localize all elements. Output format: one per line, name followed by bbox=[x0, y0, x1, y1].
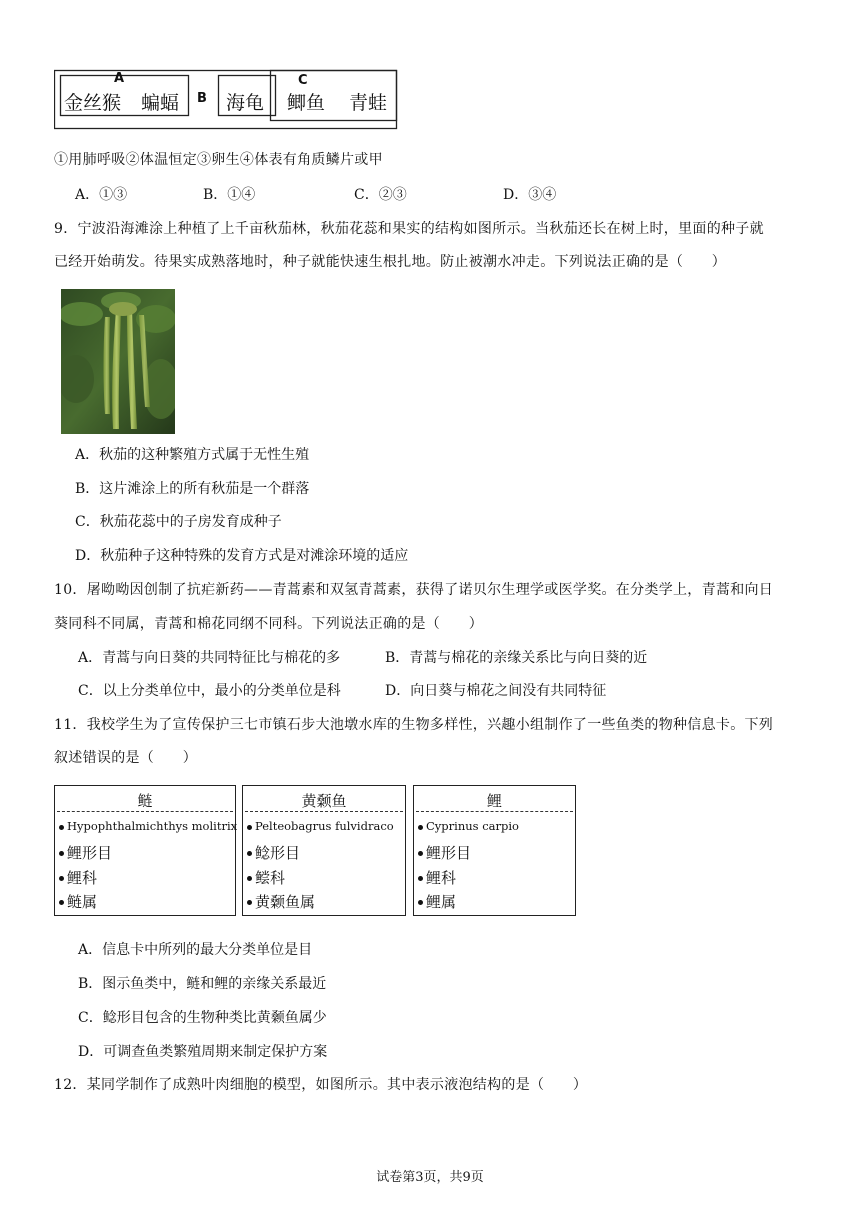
bullet-icon bbox=[59, 851, 64, 856]
bullet-icon bbox=[418, 876, 423, 881]
mangrove-fruit-photo bbox=[61, 289, 175, 434]
card-divider bbox=[245, 811, 403, 812]
q10-option-b[interactable]: B．青蒿与棉花的亲缘关系比与向日葵的近 bbox=[385, 650, 648, 666]
group-a-letter: A bbox=[114, 71, 125, 86]
species-card bbox=[54, 785, 236, 916]
q10-stem-line2: 葵同科不同属，青蒿和棉花同纲不同科。下列说法正确的是（ ） bbox=[54, 616, 483, 632]
q11-stem-line2: 叙述错误的是（ ） bbox=[54, 750, 197, 766]
q9-option-d[interactable]: D．秋茄种子这种特殊的发育方式是对滩涂环境的适应 bbox=[75, 548, 409, 564]
q9-option-b[interactable]: B．这片滩涂上的所有秋茄是一个群落 bbox=[75, 481, 310, 497]
bullet-icon bbox=[247, 900, 252, 905]
card-family: 鲤科 bbox=[59, 867, 97, 888]
q9-option-a[interactable]: A．秋茄的这种繁殖方式属于无性生殖 bbox=[75, 447, 310, 463]
q9-stem-line1: 9．宁波沿海滩涂上种植了上千亩秋茄林，秋茄花蕊和果实的结构如图所示。当秋茄还长在树上时，里面的种子就 bbox=[54, 221, 764, 237]
card-divider bbox=[416, 811, 573, 812]
group-c-letter: C bbox=[298, 73, 308, 88]
bullet-icon bbox=[418, 851, 423, 856]
bullet-icon bbox=[418, 825, 423, 830]
card-title: 鲤 bbox=[486, 792, 502, 810]
q10-option-a[interactable]: A．青蒿与向日葵的共同特征比与棉花的多 bbox=[78, 650, 341, 666]
q8-option-b[interactable]: B．①④ bbox=[203, 187, 256, 203]
animal-label: 青蛙 bbox=[349, 92, 388, 114]
q10-option-d[interactable]: D．向日葵与棉花之间没有共同特征 bbox=[385, 683, 607, 699]
q11-option-c[interactable]: C．鲶形目包含的生物种类比黄颡鱼属少 bbox=[78, 1010, 327, 1026]
q12-stem-line1: 12．某同学制作了成熟叶肉细胞的模型，如图所示。其中表示液泡结构的是（ ） bbox=[54, 1077, 588, 1093]
q8-option-c[interactable]: C．②③ bbox=[354, 187, 407, 203]
page-footer: 试卷第3页，共9页 bbox=[376, 1170, 484, 1185]
card-order: 鲤形目 bbox=[418, 842, 471, 863]
animal-label: 蝙蝠 bbox=[141, 92, 180, 114]
group-b-letter: B bbox=[197, 91, 207, 106]
card-title: 鲢 bbox=[137, 792, 153, 810]
bullet-icon bbox=[59, 900, 64, 905]
card-order: 鲶形目 bbox=[247, 842, 300, 863]
card-scientific-name: Pelteobagrus fulvidraco bbox=[247, 819, 394, 833]
animal-label: 鲫鱼 bbox=[287, 92, 326, 114]
q11-stem-line1: 11．我校学生为了宣传保护三七市镇石步大池墩水库的生物多样性，兴趣小组制作了一些鱼类的物种信息卡。下列 bbox=[54, 717, 774, 733]
bullet-icon bbox=[247, 825, 252, 830]
q10-stem-line1: 10．屠呦呦因创制了抗疟新药——青蒿素和双氢青蒿素，获得了诺贝尔生理学或医学奖。在分类学上，青蒿和向日 bbox=[54, 582, 774, 598]
q9-stem-line2: 已经开始萌发。待果实成熟落地时，种子就能快速生根扎地。防止被潮水冲走。下列说法正确的是（ ） bbox=[54, 254, 727, 270]
card-scientific-name: Hypophthalmichthys molitrix bbox=[59, 819, 237, 833]
card-genus: 黄颡鱼属 bbox=[247, 891, 315, 912]
card-scientific-name: Cyprinus carpio bbox=[418, 819, 519, 833]
q8-statements: ①用肺呼吸②体温恒定③卵生④体表有角质鳞片或甲 bbox=[54, 152, 383, 168]
card-order: 鲤形目 bbox=[59, 842, 112, 863]
classification-diagram bbox=[54, 62, 400, 130]
card-family: 鲤科 bbox=[418, 867, 456, 888]
card-genus: 鲤属 bbox=[418, 891, 456, 912]
q9-option-c[interactable]: C．秋茄花蕊中的子房发育成种子 bbox=[75, 514, 282, 530]
q10-option-c[interactable]: C．以上分类单位中，最小的分类单位是科 bbox=[78, 683, 341, 699]
species-card bbox=[242, 785, 406, 916]
bullet-icon bbox=[59, 876, 64, 881]
q11-option-a[interactable]: A．信息卡中所列的最大分类单位是目 bbox=[78, 942, 313, 958]
bullet-icon bbox=[59, 825, 64, 830]
card-divider bbox=[57, 811, 233, 812]
q11-option-d[interactable]: D．可调查鱼类繁殖周期来制定保护方案 bbox=[78, 1044, 328, 1060]
q8-option-d[interactable]: D．③④ bbox=[503, 187, 557, 203]
animal-label: 海龟 bbox=[226, 92, 265, 114]
card-title: 黄颡鱼 bbox=[301, 792, 347, 810]
bullet-icon bbox=[418, 900, 423, 905]
q8-option-a[interactable]: A．①③ bbox=[75, 187, 128, 203]
bullet-icon bbox=[247, 876, 252, 881]
card-family: 鲿科 bbox=[247, 867, 285, 888]
q11-option-b[interactable]: B．图示鱼类中，鲢和鲤的亲缘关系最近 bbox=[78, 976, 327, 992]
bullet-icon bbox=[247, 851, 252, 856]
species-card bbox=[413, 785, 576, 916]
animal-label: 金丝猴 bbox=[64, 92, 122, 114]
card-genus: 鲢属 bbox=[59, 891, 97, 912]
